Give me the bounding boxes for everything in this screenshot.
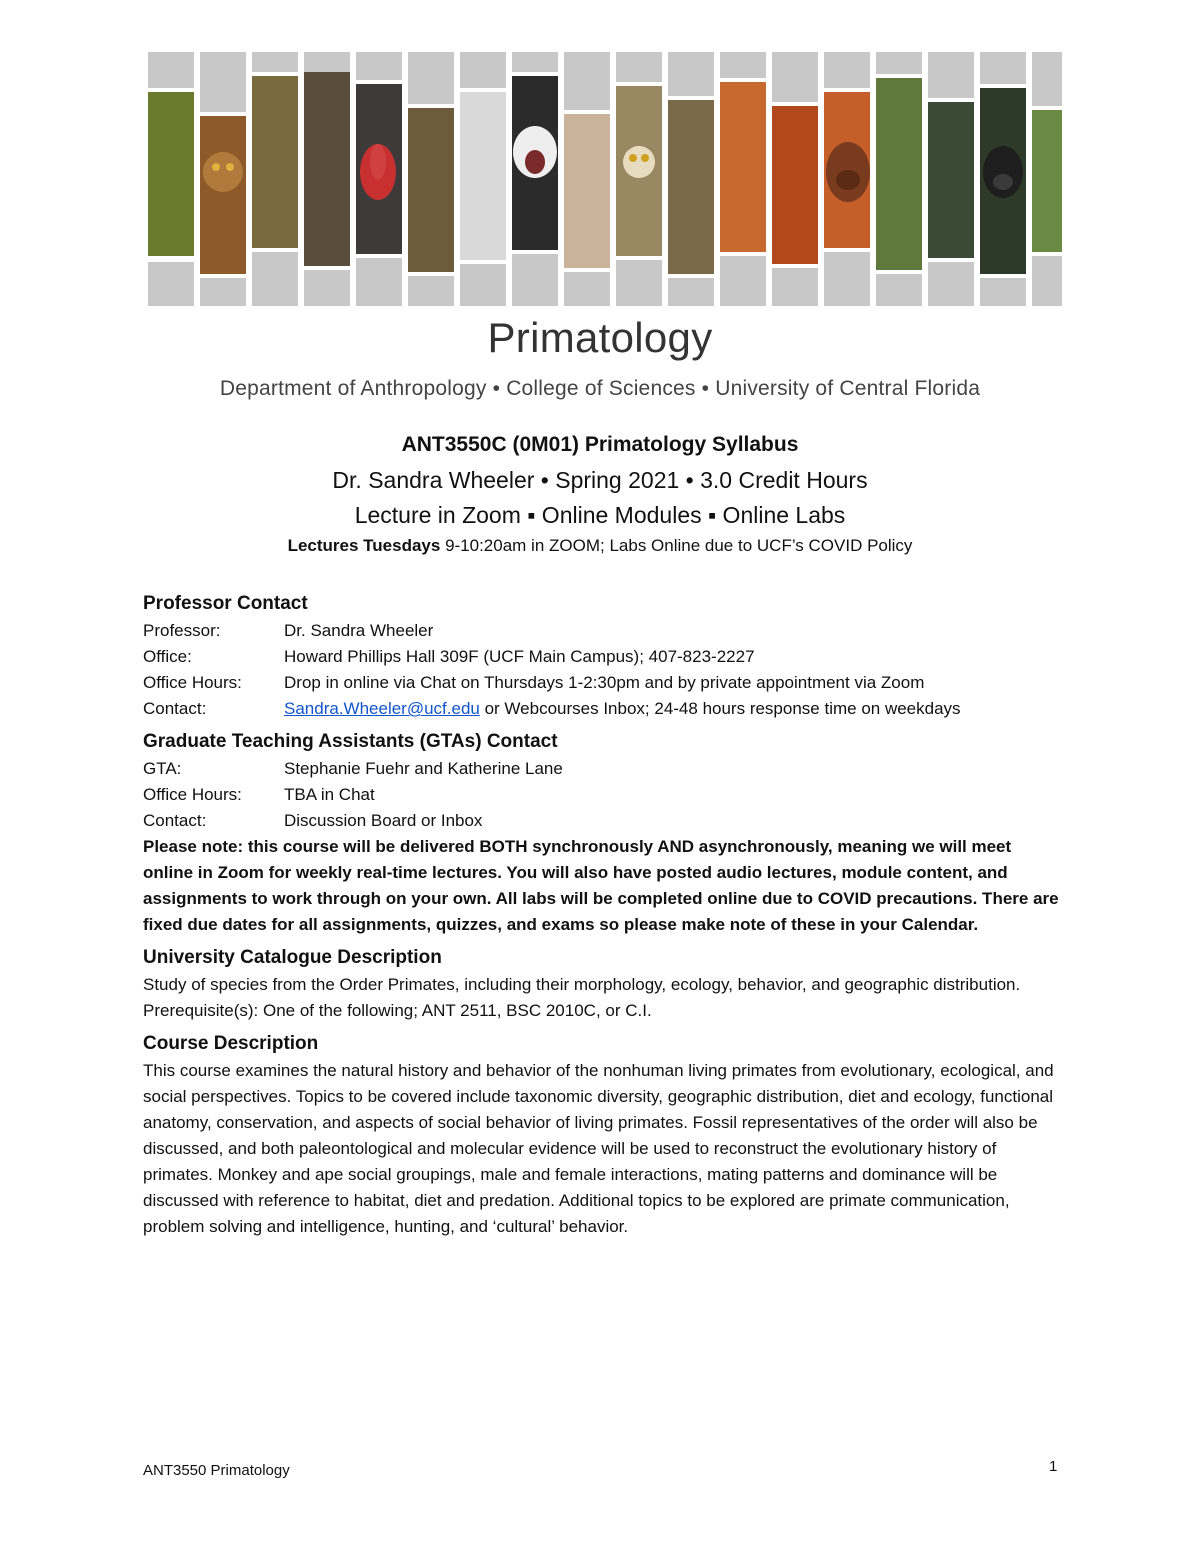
schedule-line: [0, 536, 1200, 556]
row-value: Discussion Board or Inbox: [284, 811, 483, 830]
row-value: Howard Phillips Hall 309F (UCF Main Campus); 407-823-2227: [284, 647, 755, 666]
catalogue-text: Study of species from the Order Primates, including their morphology, ecology, behavior, and geographic distribution. Prerequisite(s): One of the following; ANT 2511, BSC 2010C, or C.I.: [143, 975, 1021, 1020]
row-value: Dr. Sandra Wheeler: [284, 621, 434, 640]
page-number: 1: [1049, 1458, 1058, 1475]
contact-row: [143, 696, 1063, 722]
contact-rest: or Webcourses Inbox; 24-48 hours response time on weekdays: [479, 699, 961, 718]
row-value: Drop in online via Chat on Thursdays 1-2:30pm and by private appointment via Zoom: [284, 673, 925, 692]
gta-office-hours-row: [143, 782, 1063, 808]
professor-contact-heading: Professor Contact: [143, 593, 308, 614]
header-banner: [148, 52, 1062, 306]
gta-contact-heading: Graduate Teaching Assistants (GTAs) Contact: [143, 731, 558, 752]
department-line: Department of Anthropology • College of Sciences • University of Central Florida: [219, 377, 981, 400]
office-hours-row: [143, 670, 1063, 696]
format-line: Lecture in Zoom ▪ Online Modules ▪ Online Labs: [354, 502, 846, 528]
gta-row: [143, 756, 1063, 782]
row-value: Stephanie Fuehr and Katherine Lane: [284, 759, 563, 778]
professor-row: [143, 618, 1063, 644]
course-description-heading: Course Description: [143, 1033, 319, 1054]
course-description-text: This course examines the natural history and behavior of the nonhuman living primates from evolutionary, ecological, and social perspectives. Topics to be covered include taxonomic diversity, geographic distribution, diet and ecology, functional anatomy, conservation, and aspects of social behavior of living primates. Fossil representatives of the order will also be discussed, and both paleontological and molecular evidence will be used to reconstruct the evolutionary history of primates. Monkey and ape social groupings, male and female interactions, mating patterns and dominance will be discussed with reference to habitat, diet and predation. Additional topics to be explored are primate communication, problem solving and intelligence, hunting, and ‘cultural’ behavior.: [143, 1061, 1054, 1236]
row-label: Contact:: [143, 811, 207, 830]
email-link[interactable]: Sandra.Wheeler@ucf.edu: [284, 699, 480, 718]
row-label: Professor:: [143, 621, 221, 640]
primate-banner-image: [148, 52, 1062, 306]
row-label: GTA:: [143, 759, 182, 778]
catalogue-heading: University Catalogue Description: [143, 947, 442, 968]
schedule-bold: Lectures Tuesdays: [287, 536, 441, 555]
row-label: Contact:: [143, 699, 207, 718]
row-label: Office Hours:: [143, 673, 242, 692]
footer-course-name: ANT3550 Primatology: [143, 1462, 290, 1479]
syllabus-content: [143, 590, 1063, 1240]
row-label: Office Hours:: [143, 785, 242, 804]
gta-contact-row: [143, 808, 1063, 834]
row-value: [284, 696, 1063, 722]
row-value: TBA in Chat: [284, 785, 375, 804]
row-label: Office:: [143, 647, 192, 666]
schedule-rest: 9-10:20am in ZOOM; Labs Online due to UCF’s COVID Policy: [445, 536, 913, 555]
page-title: Primatology: [487, 314, 713, 361]
instructor-line: Dr. Sandra Wheeler • Spring 2021 • 3.0 Credit Hours: [332, 467, 868, 493]
course-title: ANT3550C (0M01) Primatology Syllabus: [401, 433, 799, 456]
delivery-note: Please note: this course will be delivered BOTH synchronously AND asynchronously, meaning we will meet online in Zoom for weekly real-time lectures. You will also have posted audio lectures, module content, and assignments to work through on your own. All labs will be completed online due to COVID precautions. There are fixed due dates for all assignments, quizzes, and exams so please make note of these in your Calendar.: [143, 837, 1059, 934]
office-row: [143, 644, 1063, 670]
